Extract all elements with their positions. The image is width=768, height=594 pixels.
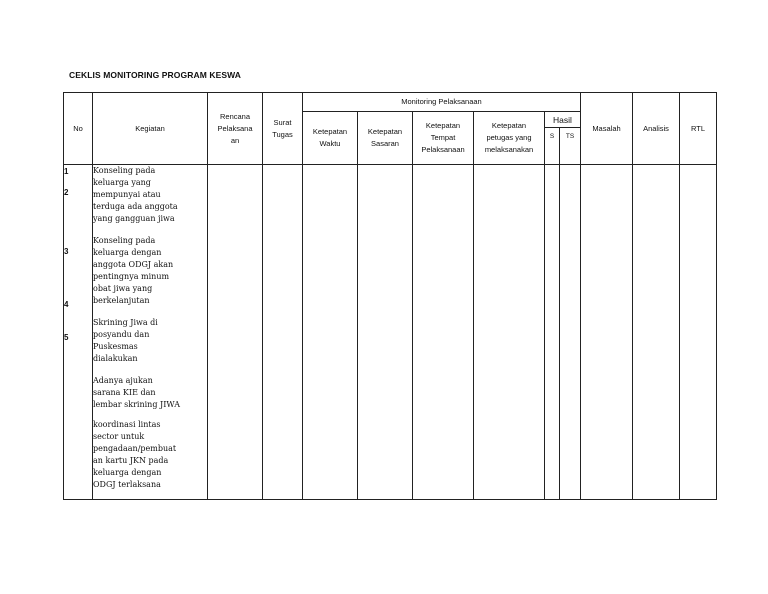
row-5-line-5: keluarga dengan [93,468,162,477]
header-tempat-line1: Ketepatan [425,121,461,130]
row-3-line-3: Puskesmas [93,342,138,351]
row-5-line-3: pengadaan/pembuat [93,444,177,453]
row-1-kegiatan [93,165,207,225]
row-3-line-4: dialakukan [93,354,138,363]
row-5-line-1: koordinasi lintas [93,420,161,429]
row-4-line-3: lembar skrining JIWA [93,400,180,409]
header-waktu-line1: Ketepatan [312,127,348,136]
header-ketepatan-tempat [413,112,474,165]
row-1-line-2: keluarga yang [93,178,151,187]
hasil-ts-cell[interactable] [560,165,581,500]
row-3-kegiatan [93,317,207,365]
row-3-line-2: posyandu dan [93,330,150,339]
no-column-cell [64,165,93,500]
row-2-line-2: keluarga dengan [93,248,162,257]
monitoring-checklist-table [63,92,717,500]
header-waktu-line2: Waktu [319,139,341,148]
rencana-pelaksanaan-cell[interactable] [208,165,263,500]
header-surat-line1: Surat [273,117,292,127]
row-5-line-4: an kartu JKN pada [93,456,169,465]
header-no: No [64,93,93,165]
row-2-line-5: obat jiwa yang [93,284,153,293]
ketepatan-tempat-cell[interactable] [413,165,474,500]
row-1-line-5: yang gangguan jiwa [93,214,175,223]
header-ketepatan-waktu [303,112,358,165]
header-surat-tugas [263,93,303,165]
header-rencana-line1: Rencana [219,111,251,121]
header-petugas-line2: petugas yang [486,133,532,142]
header-petugas-line3: melaksanakan [484,145,534,154]
header-masalah: Masalah [581,93,633,165]
ketepatan-sasaran-cell[interactable] [358,165,413,500]
header-hasil-ts: TS [560,128,581,165]
hasil-s-cell[interactable] [545,165,560,500]
kegiatan-column-cell [93,165,208,500]
row-1-line-1: Konseling pada [93,166,156,175]
rtl-cell[interactable] [680,165,717,500]
header-hasil: Hasil [545,112,581,128]
header-tempat-line2: Tempat [430,133,456,142]
document-title: CEKLIS MONITORING PROGRAM KESWA [69,70,242,80]
header-rtl: RTL [680,93,717,165]
header-kegiatan: Kegiatan [93,93,208,165]
row-2-no: 2 [64,188,69,197]
header-sasaran-line2: Sasaran [371,139,399,148]
row-2-kegiatan [93,235,207,307]
header-hasil-s: S [545,128,560,165]
row-5-line-6: ODGJ terlaksana [93,480,161,489]
row-2-line-3: anggota ODGJ akan [93,260,174,269]
row-4-line-1: Adanya ajukan [93,376,153,385]
ketepatan-waktu-cell[interactable] [303,165,358,500]
header-rencana-pelaksanaan [208,93,263,165]
ketepatan-petugas-cell[interactable] [474,165,545,500]
row-2-line-1: Konseling pada [93,236,156,245]
row-2-line-4: pentingnya minum [93,272,170,281]
header-analisis: Analisis [633,93,680,165]
header-ketepatan-sasaran [358,112,413,165]
header-rencana-line2: Pelaksana [217,123,253,133]
masalah-cell[interactable] [581,165,633,500]
row-4-no: 4 [64,300,69,309]
header-tempat-line3: Pelaksanaan [421,145,465,154]
row-1-no: 1 [64,167,69,176]
row-5-no: 5 [64,333,69,342]
header-sasaran-line1: Ketepatan [367,127,403,136]
row-2-line-6: berkelanjutan [93,296,150,305]
row-1-line-3: mempunyai atau [93,190,161,199]
header-surat-line2: Tugas [272,129,293,139]
row-3-no: 3 [64,247,69,256]
header-petugas-line1: Ketepatan [491,121,527,130]
header-monitoring-pelaksanaan: Monitoring Pelaksanaan [303,93,581,112]
header-ketepatan-petugas [474,112,545,165]
row-3-line-1: Skrining Jiwa di [93,318,158,327]
surat-tugas-cell[interactable] [263,165,303,500]
row-1-line-4: terduga ada anggota [93,202,178,211]
row-4-line-2: sarana KIE dan [93,388,156,397]
row-5-kegiatan [93,419,207,491]
row-5-line-2: sector untuk [93,432,145,441]
analisis-cell[interactable] [633,165,680,500]
header-rencana-line3: an [230,135,240,145]
row-4-kegiatan [93,375,207,411]
